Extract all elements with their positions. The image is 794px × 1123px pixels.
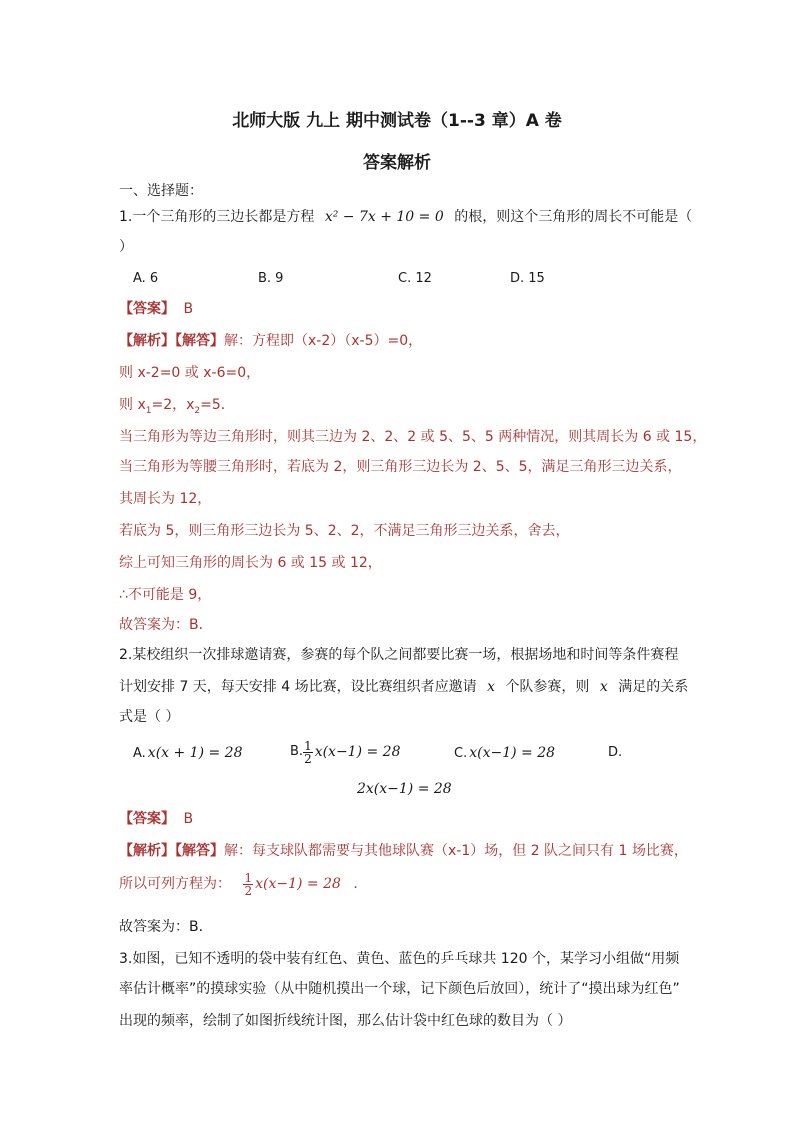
q1-stem-a: 1.一个三角形的三边长都是方程 — [119, 209, 315, 225]
q2-option-b-fraction: $\frac{1}{2}$ — [304, 738, 312, 766]
q1-stem-b: 的根，则这个三角形的周长不可能是（ — [454, 209, 693, 225]
document-title: 北师大版 九上 期中测试卷（1--3 章）A 卷 — [232, 111, 562, 131]
q1-analysis-line-6: 其周长为 12， — [119, 491, 212, 507]
q2-stem-line-2: 计划安排 7 天，每天安排 4 场比赛，设比赛组织者应邀请 x 个队参赛，则 x 满足的关系 — [119, 679, 689, 695]
q2-option-c: C. x(x−1) = 28 — [454, 745, 556, 761]
q1-answer-row — [119, 299, 193, 319]
q2-stem-line-1: 2.某校组织一次排球邀请赛，参赛的每个队之间都要比赛一场，根据场地和时间等条件赛程 — [119, 647, 679, 663]
q1-equation: x² − 7x + 10 = 0 — [324, 209, 444, 225]
q1-analysis-line-2: 则 x-2=0 或 x-6=0， — [119, 365, 261, 381]
q3-stem-line-1: 3.如图，已知不透明的袋中装有红色、黄色、蓝色的乒乓球共 120 个，某学习小组做“用频 — [119, 951, 680, 967]
q2-analysis-line-1: 【解析】【解答】解：每支球队都需要与其他球队赛（x-1）场，但 2 队之间只有 1 场比赛， — [119, 843, 688, 859]
section-label: 一、选择题： — [119, 183, 203, 199]
q1-analysis-tag: 【解析】【解答】 — [119, 333, 224, 349]
q3-stem-line-2: 率估计概率”的摸球实验（从中随机摸出一个球，记下颜色后放回），统计了“摸出球为红色” — [119, 981, 680, 997]
q2-analysis-fraction: $\frac{1}{2}$ — [244, 870, 253, 898]
q1-option-c: C. 12 — [398, 271, 432, 286]
q1-analysis-line-10: 故答案为：B． — [119, 617, 213, 633]
document-subtitle: 答案解析 — [363, 153, 431, 173]
q2-answer-tag: 【答案】 — [119, 811, 175, 827]
q1-answer-tag: 【答案】 — [119, 301, 175, 317]
q1-stem — [119, 207, 692, 227]
q1-analysis-line-9: ∴不可能是 9， — [119, 587, 212, 603]
q2-stem-line-3: 式是（ ） — [119, 709, 180, 725]
q1-option-a: A. 6 — [133, 271, 159, 286]
q2-option-b: B. $\frac{1}{2}$ x(x−1) = 28 — [290, 738, 401, 766]
q1-analysis-line-3: 则 $x_1=2$，$x_2=5$． — [119, 397, 235, 416]
q2-answer-row — [119, 809, 193, 829]
q3-stem-line-3: 出现的频率，绘制了如图折线统计图，那么估计袋中红色球的数目为（ ） — [119, 1013, 572, 1029]
q1-option-d: D. 15 — [510, 271, 545, 286]
q1-answer-value: B — [183, 301, 194, 317]
q1-stem-close: ） — [119, 239, 133, 255]
q2-option-a: A. x(x + 1) = 28 — [133, 745, 243, 761]
q1-option-b: B. 9 — [258, 271, 284, 286]
q1-analysis-line-1: 【解析】【解答】解：方程即（x-2）（x-5）=0， — [119, 333, 423, 349]
q1-analysis-line-8: 综上可知三角形的周长为 6 或 15 或 12， — [119, 555, 382, 571]
q2-answer-value: B — [183, 811, 194, 827]
q1-analysis-line-7: 若底为 5，则三角形三边长为 5、2、2，不满足三角形三边关系，舍去， — [119, 523, 570, 539]
q2-option-d-label: D. — [608, 745, 623, 760]
q2-option-d-math: 2x(x−1) = 28 — [357, 781, 452, 797]
q2-analysis-line-3: 故答案为：B． — [119, 919, 213, 935]
q2-analysis-line-2: 所以可列方程为： $\frac{1}{2}$ x(x−1) = 28 ． — [119, 870, 368, 898]
q1-analysis-line-5: 当三角形为等腰三角形时，若底为 2，则三角形三边长为 2、5、5，满足三角形三边关系， — [119, 459, 682, 475]
q1-analysis-line-4: 当三角形为等边三角形时，则其三边为 2、2、2 或 5、5、5 两种情况，则其周长为 6 或 15， — [119, 429, 707, 445]
q2-analysis-tag: 【解析】【解答】 — [119, 843, 224, 859]
